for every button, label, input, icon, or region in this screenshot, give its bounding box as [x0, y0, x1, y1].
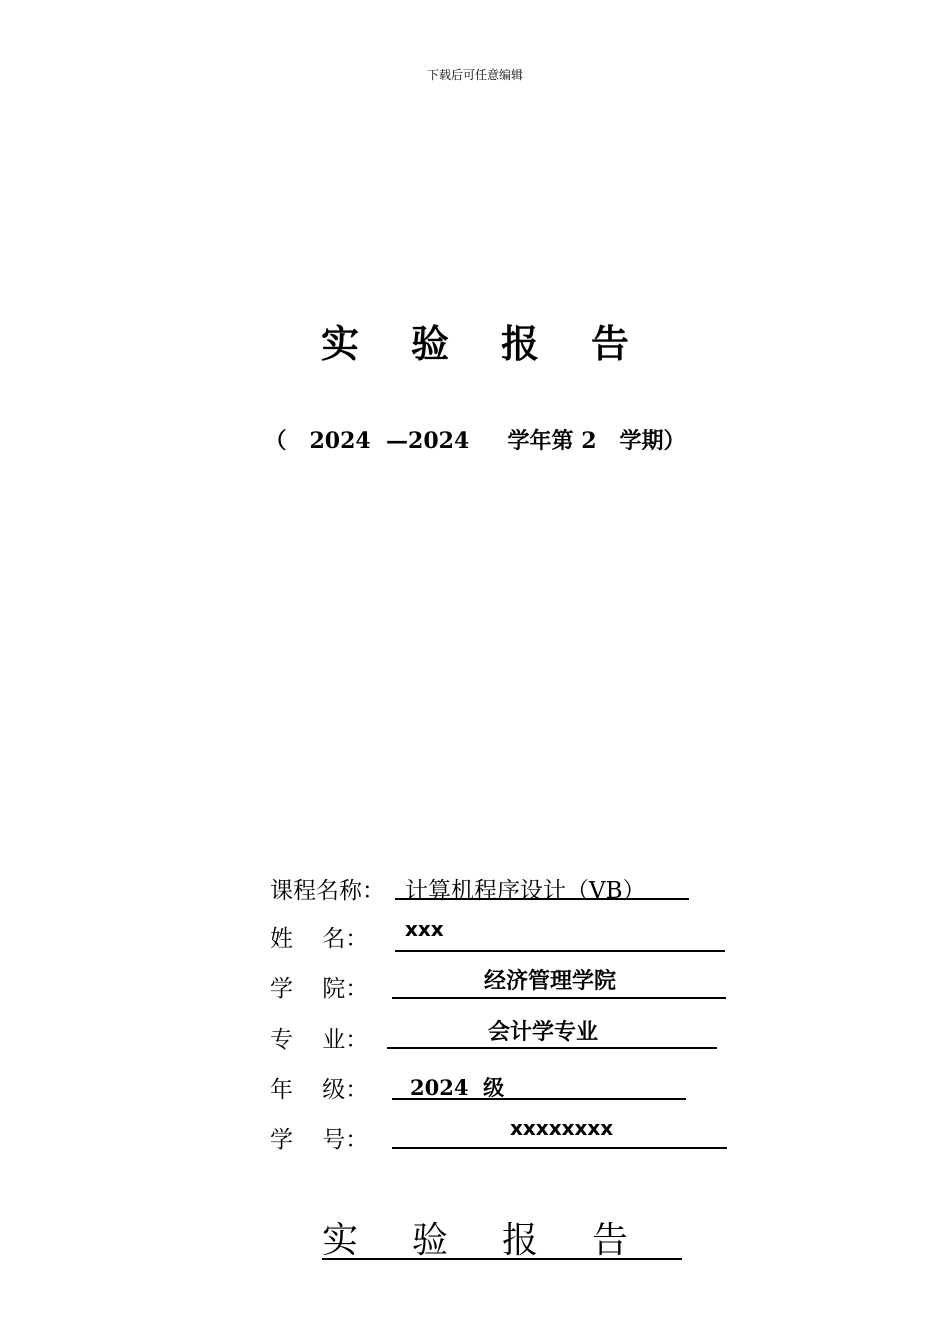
bottom-title-text: 实验报告 — [321, 1220, 682, 1261]
major-value: 会计学专业 — [488, 1020, 599, 1045]
grade-value: 2024 级 — [410, 1075, 505, 1100]
academic-term: （ 2024 —2024 学年第 2 学期） — [264, 428, 686, 454]
college-label: 学 院： — [270, 976, 369, 1002]
bottom-title — [0, 1212, 950, 1263]
student-id-value: xxxxxxxx — [510, 1116, 614, 1140]
college-underline — [392, 997, 726, 999]
grade-row — [270, 1071, 730, 1111]
header-note: 下载后可任意编辑 — [426, 68, 523, 82]
student-id-label: 学 号： — [270, 1127, 369, 1153]
name-underline — [395, 950, 725, 952]
report-title: 实验报告 — [320, 322, 681, 366]
major-row — [270, 1021, 730, 1061]
name-label: 姓 名： — [270, 926, 369, 952]
major-underline — [387, 1047, 717, 1049]
course-underline — [395, 898, 689, 900]
course-row — [270, 872, 730, 912]
grade-underline — [392, 1098, 686, 1100]
college-row — [270, 970, 730, 1010]
name-row — [270, 917, 730, 960]
course-label: 课程名称： — [270, 878, 385, 904]
student-id-underline — [392, 1147, 727, 1149]
course-value: 计算机程序设计（VB） — [405, 878, 646, 904]
grade-label: 年 级： — [270, 1077, 369, 1103]
major-label: 专 业： — [270, 1027, 369, 1053]
student-id-row — [270, 1116, 730, 1161]
name-value: xxx — [405, 917, 444, 941]
college-value: 经济管理学院 — [484, 969, 617, 994]
